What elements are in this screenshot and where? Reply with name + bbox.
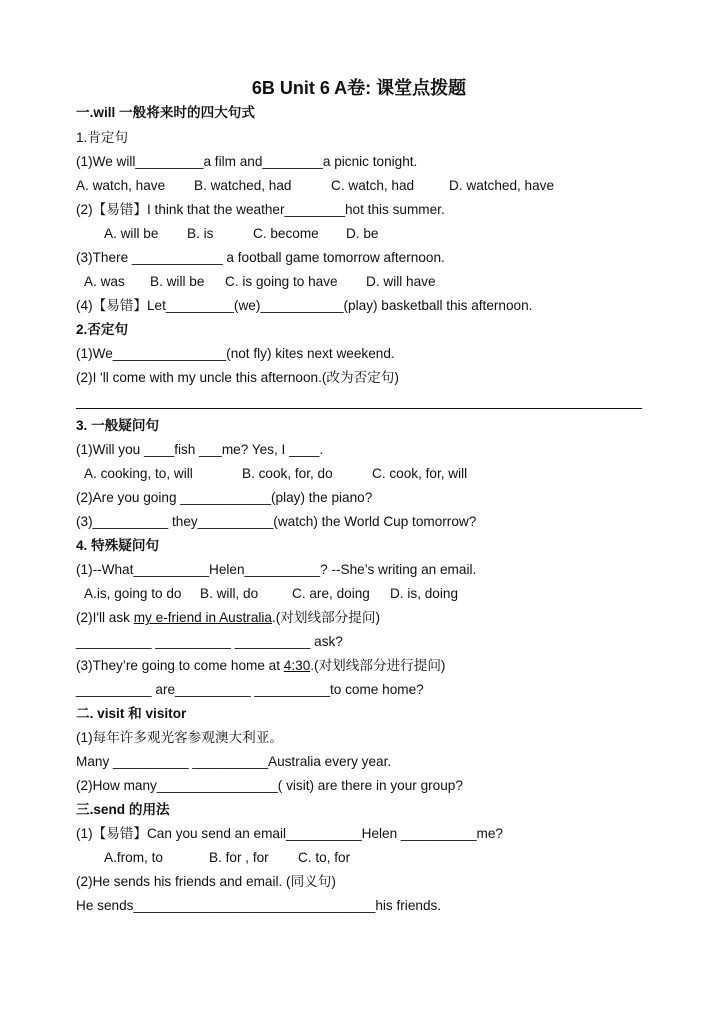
section-1-heading: 一.will 一般将来时的四大句式 <box>76 105 255 120</box>
question-4-3-answer: __________ are__________ __________to come home? <box>76 682 424 697</box>
option-b: B. cook, for, do <box>242 466 333 481</box>
section-3-question-1-options <box>104 849 350 867</box>
page-title: 6B Unit 6 A卷: 课堂点拨题 <box>251 78 467 98</box>
option-b: B. watched, had <box>194 178 292 193</box>
subsection-general-question: 3. 一般疑问句 <box>76 418 160 433</box>
option-c: C. cook, for, will <box>372 466 468 481</box>
question-4-2-answer: __________ __________ __________ ask? <box>76 634 343 649</box>
section-3-heading: 三.send 的用法 <box>76 802 170 817</box>
question-1-3-options <box>84 273 436 291</box>
question-3-2: (2)Are you going ____________(play) the piano? <box>76 490 373 505</box>
question-4-1: (1)--What__________Helen__________? --She’s writing an email. <box>76 562 477 577</box>
question-2-1: (1)We_______________(not fly) kites next weekend. <box>76 346 395 361</box>
option-c: C. to, for <box>298 850 351 865</box>
question-4-2 <box>76 609 380 627</box>
option-d: D. will have <box>366 274 436 289</box>
option-b: B. will be <box>150 274 205 289</box>
question-1-4: (4)【易错】Let_________(we)___________(play) basketball this afternoon. <box>76 298 533 313</box>
section-2-question-2: (2)How many________________( visit) are there in your group? <box>76 778 463 793</box>
question-4-3 <box>76 657 445 675</box>
question-3-1-options <box>84 465 467 483</box>
option-c: C. are, doing <box>292 586 370 601</box>
section-3-question-1: (1)【易错】Can you send an email__________Helen __________me? <box>76 826 503 841</box>
question-1-2: (2)【易错】I think that the weather________hot this summer. <box>76 202 445 217</box>
section-3-question-2-answer: He sends________________________________his friends. <box>76 898 442 913</box>
option-b: B. will, do <box>200 586 259 601</box>
question-4-3-text: (3)They’re going to come home at <box>76 658 284 673</box>
subsection-negative: 2.否定句 <box>76 322 129 337</box>
question-4-3-instruction: .(对划线部分进行提问) <box>310 658 446 673</box>
section-2-heading: 二. visit 和 visitor <box>76 706 187 721</box>
question-1-1: (1)We will_________a film and________a picnic tonight. <box>76 154 418 169</box>
question-4-2-text: (2)I'll ask <box>76 610 134 625</box>
subsection-special-question: 4. 特殊疑问句 <box>76 538 160 553</box>
section-2-question-1-answer: Many __________ __________Australia every year. <box>76 754 392 769</box>
question-2-2: (2)I 'll come with my uncle this afternoon.(改为否定句) <box>76 370 399 385</box>
question-3-1: (1)Will you ____fish ___me? Yes, I ____. <box>76 442 324 457</box>
question-1-2-options <box>104 225 379 243</box>
question-1-3: (3)There ____________ a football game tomorrow afternoon. <box>76 250 445 265</box>
option-d: D. is, doing <box>390 586 459 601</box>
section-2-question-1: (1)每年许多观光客参观澳大利亚。 <box>76 730 283 745</box>
option-a: A.from, to <box>104 850 163 865</box>
option-b: B. for , for <box>209 850 269 865</box>
option-a: A. was <box>84 274 125 289</box>
option-c: C. watch, had <box>331 178 415 193</box>
underlined-phrase: my e-friend in Australia <box>133 610 272 625</box>
option-c: C. become <box>253 226 319 241</box>
option-a: A. watch, have <box>76 178 166 193</box>
question-4-1-options <box>84 585 458 603</box>
subsection-affirmative: 1.肯定句 <box>76 130 129 145</box>
question-1-1-options <box>76 177 554 195</box>
underlined-time: 4:30 <box>283 658 311 673</box>
answer-line <box>76 408 642 409</box>
section-3-question-2: (2)He sends his friends and email. (同义句) <box>76 874 336 889</box>
option-a: A. cooking, to, will <box>84 466 193 481</box>
option-c: C. is going to have <box>225 274 338 289</box>
option-d: D. watched, have <box>449 178 555 193</box>
question-4-2-instruction: .(对划线部分提问) <box>272 610 380 625</box>
option-b: B. is <box>187 226 214 241</box>
option-a: A. will be <box>104 226 159 241</box>
option-a: A.is, going to do <box>84 586 182 601</box>
question-3-3: (3)__________ they__________(watch) the World Cup tomorrow? <box>76 514 477 529</box>
option-d: D. be <box>346 226 379 241</box>
